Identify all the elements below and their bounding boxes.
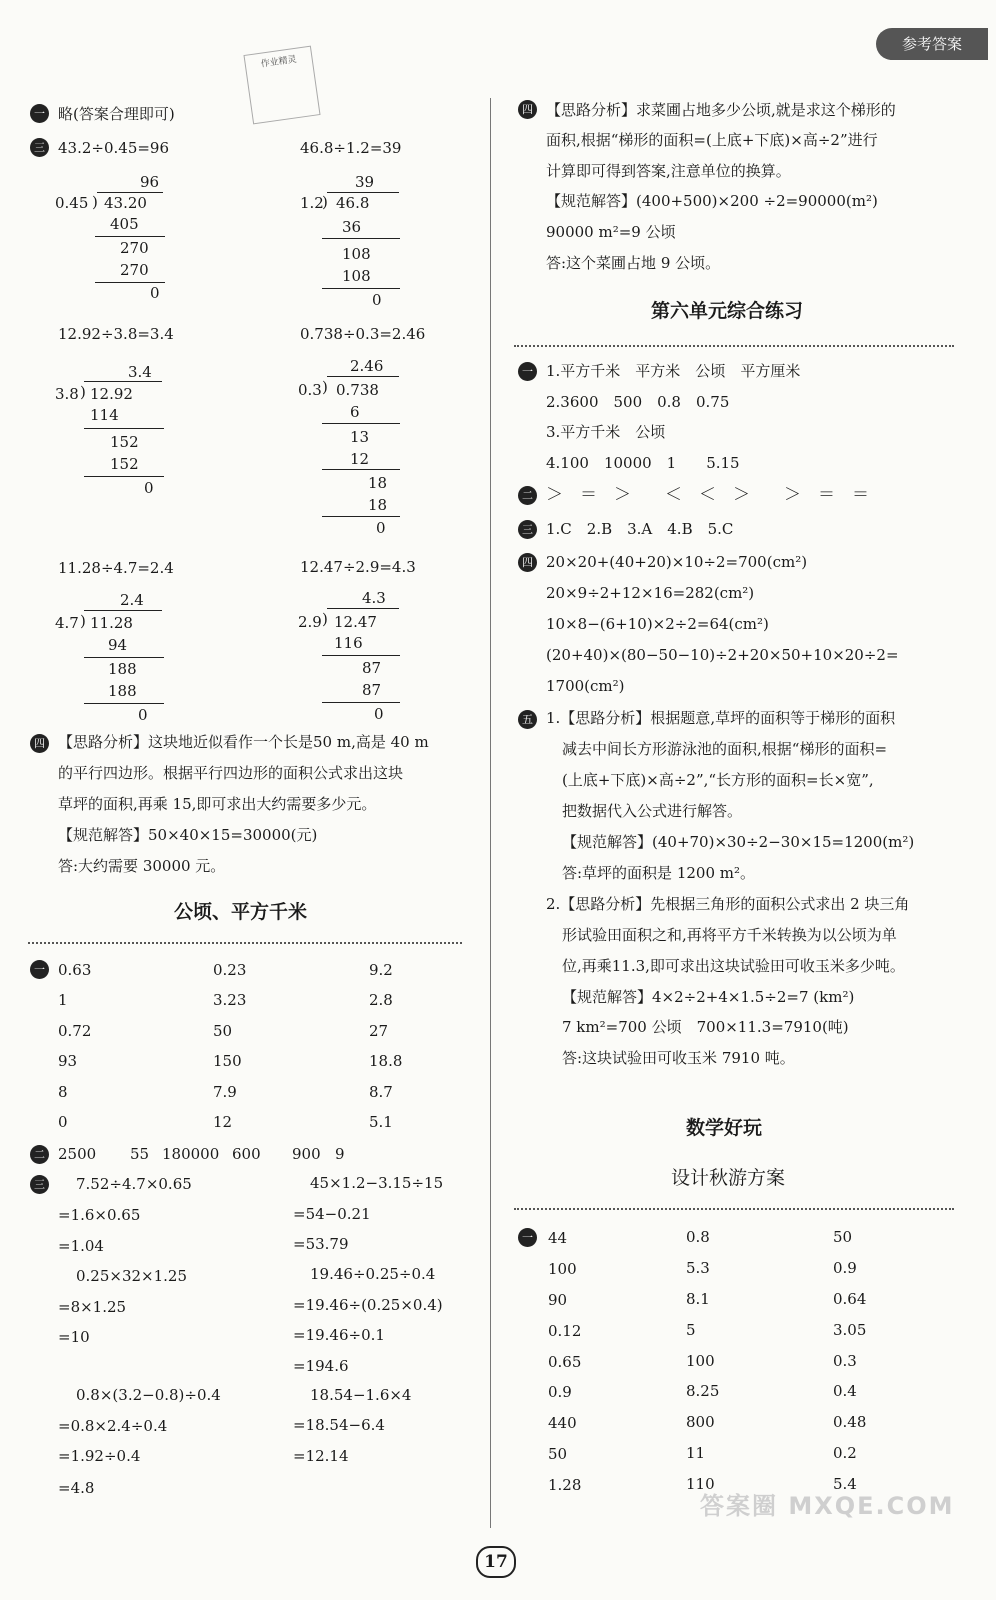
step: 18 <box>368 474 388 492</box>
cell: 0.3 <box>833 1352 857 1370</box>
cell: 90 <box>548 1291 568 1309</box>
dividend: 46.8 <box>336 194 370 212</box>
step: 188 <box>108 682 137 700</box>
step: 270 <box>120 261 149 279</box>
line <box>322 655 400 656</box>
calc-line: =18.54−6.4 <box>293 1416 385 1434</box>
cell: 180000 <box>162 1145 220 1163</box>
text: (上底+下底)×高÷2”,“长方形的面积=长×宽”, <box>562 771 874 789</box>
text: 草坪的面积,再乘 15,即可求出大约需要多少元。 <box>58 795 377 813</box>
cell: 150 <box>213 1052 242 1070</box>
marker-3: 三 <box>30 1175 49 1194</box>
line <box>84 428 164 429</box>
line <box>322 423 400 424</box>
marker-4: 四 <box>30 734 49 753</box>
stamp: 作业精灵 <box>243 46 320 125</box>
text: 【规范解答】50×40×15=30000(元) <box>58 826 318 844</box>
text: 【规范解答】(40+70)×30÷2−30×15=1200(m²) <box>562 833 915 851</box>
calc-line: =53.79 <box>293 1235 349 1253</box>
text: 把数据代入公式进行解答。 <box>562 802 743 820</box>
equation: 12.47÷2.9=4.3 <box>300 558 416 576</box>
cell: 0.9 <box>833 1259 857 1277</box>
text: 20×9÷2+12×16=282(cm²) <box>546 584 755 602</box>
dividend: 0.738 <box>336 381 379 399</box>
text: 面积,根据“梯形的面积=(上底+下底)×高÷2”进行 <box>546 131 878 149</box>
step: 116 <box>334 634 363 652</box>
text: 1.C 2.B 3.A 4.B 5.C <box>546 520 734 538</box>
text: 计算即可得到答案,注意单位的换算。 <box>546 162 791 180</box>
bracket: ) <box>92 193 98 211</box>
step: 87 <box>362 659 382 677</box>
answer-tag: 参考答案 <box>876 28 988 60</box>
cell: 900 <box>292 1145 321 1163</box>
cell: 9.2 <box>369 961 393 979</box>
cell: 18.8 <box>369 1052 403 1070</box>
cell: 5.3 <box>686 1259 710 1277</box>
cell: 0.65 <box>548 1353 582 1371</box>
dividend: 43.20 <box>104 194 147 212</box>
calc-line: 19.46÷0.25÷0.4 <box>310 1265 436 1283</box>
marker-1: 一 <box>518 362 537 381</box>
cell: 5.1 <box>369 1113 393 1131</box>
bar <box>327 608 399 609</box>
text: 减去中间长方形游泳池的面积,根据“梯形的面积= <box>562 740 888 758</box>
calc-line: 45×1.2−3.15÷15 <box>310 1174 444 1192</box>
divisor: 0.45 <box>55 194 89 212</box>
cell: 1 <box>58 991 68 1009</box>
text: 答:草坪的面积是 1200 m²。 <box>562 864 756 882</box>
cell: 50 <box>548 1445 568 1463</box>
bracket: ) <box>322 378 328 396</box>
cell: 0.72 <box>58 1022 92 1040</box>
text: 2.3600 500 0.8 0.75 <box>546 393 730 411</box>
dotted-rule <box>514 1208 954 1210</box>
divisor: 4.7 <box>55 614 79 632</box>
cell: 8.25 <box>686 1382 720 1400</box>
calc-line: =19.46÷0.1 <box>293 1326 385 1344</box>
bar <box>84 610 162 611</box>
text: ＞ ＝ ＞ ＜ ＜ ＞ ＞ ＝ ＝ <box>546 485 869 505</box>
line <box>322 288 400 289</box>
marker-3: 三 <box>518 520 537 539</box>
text: 4.100 10000 1 5.15 <box>546 454 740 472</box>
marker-1: 一 <box>30 960 49 979</box>
step: 36 <box>342 218 362 236</box>
cell: 8 <box>58 1083 68 1101</box>
marker-2: 三 <box>30 138 49 157</box>
marker-5: 五 <box>518 710 537 729</box>
calc-line: =10 <box>58 1328 90 1346</box>
quotient: 4.3 <box>362 589 386 607</box>
step: 13 <box>350 428 370 446</box>
cell: 600 <box>232 1145 261 1163</box>
cell: 93 <box>58 1052 78 1070</box>
equation: 0.738÷0.3=2.46 <box>300 325 426 343</box>
cell: 8.1 <box>686 1290 710 1308</box>
text: 答:这块试验田可收玉米 7910 吨。 <box>562 1049 795 1067</box>
divisor: 1.2 <box>300 194 324 212</box>
cell: 8.7 <box>369 1083 393 1101</box>
calc-line: =0.8×2.4÷0.4 <box>58 1417 168 1435</box>
step: 108 <box>342 267 371 285</box>
calc-line: 0.25×32×1.25 <box>76 1267 188 1285</box>
text: 答:大约需要 30000 元。 <box>58 857 226 875</box>
cell: 9 <box>335 1145 345 1163</box>
step: 94 <box>108 636 128 654</box>
step: 0 <box>372 291 382 309</box>
text: 【规范解答】4×2÷2+4×1.5÷2=7 (km²) <box>562 988 855 1006</box>
step: 405 <box>110 215 139 233</box>
marker-4: 四 <box>518 553 537 572</box>
bracket: ) <box>322 193 328 211</box>
cell: 0.12 <box>548 1322 582 1340</box>
calc-line: =54−0.21 <box>293 1205 371 1223</box>
cell: 0.4 <box>833 1382 857 1400</box>
calc-line: =1.6×0.65 <box>58 1206 141 1224</box>
calc-line: =8×1.25 <box>58 1298 127 1316</box>
divisor: 2.9 <box>298 613 322 631</box>
section-heading: 公顷、平方千米 <box>174 901 308 923</box>
text: 的平行四边形。根据平行四边形的面积公式求出这块 <box>58 764 404 782</box>
text: 1.平方千米 平方米 公顷 平方厘米 <box>546 362 801 380</box>
calc-line: =1.04 <box>58 1237 104 1255</box>
text: 10×8−(6+10)×2÷2=64(cm²) <box>546 615 769 633</box>
bracket: ) <box>80 383 86 401</box>
calc-line: 18.54−1.6×4 <box>310 1386 412 1404</box>
dividend: 12.92 <box>90 385 133 403</box>
calc-line: 7.52÷4.7×0.65 <box>76 1175 192 1193</box>
cell: 0 <box>58 1113 68 1131</box>
cell: 3.05 <box>833 1321 867 1339</box>
section-heading: 第六单元综合练习 <box>651 300 804 322</box>
cell: 2500 <box>58 1145 97 1163</box>
quotient: 2.4 <box>120 591 144 609</box>
text: 【规范解答】(400+500)×200 ÷2=90000(m²) <box>546 192 878 210</box>
cell: 2.8 <box>369 991 393 1009</box>
cell: 0.48 <box>833 1413 867 1431</box>
line <box>84 703 164 704</box>
step: 18 <box>368 496 388 514</box>
calc-line: =1.92÷0.4 <box>58 1447 141 1465</box>
cell: 5.4 <box>833 1475 857 1493</box>
cell: 0.23 <box>213 961 247 979</box>
step: 188 <box>108 660 137 678</box>
text: 1700(cm²) <box>546 677 625 695</box>
marker-4: 四 <box>518 100 537 119</box>
step: 152 <box>110 455 139 473</box>
cell: 11 <box>686 1444 706 1462</box>
column-divider <box>490 98 491 1528</box>
quotient: 2.46 <box>350 357 384 375</box>
dividend: 12.47 <box>334 613 377 631</box>
cell: 27 <box>369 1022 389 1040</box>
step: 12 <box>350 450 370 468</box>
marker-2: 二 <box>518 486 537 505</box>
cell: 50 <box>213 1022 233 1040</box>
marker-2: 二 <box>30 1145 49 1164</box>
step: 108 <box>342 245 371 263</box>
text: 3.平方千米 公顷 <box>546 423 666 441</box>
cell: 44 <box>548 1229 568 1247</box>
cell: 0.63 <box>58 961 92 979</box>
cell: 100 <box>548 1260 577 1278</box>
dotted-rule <box>28 942 462 944</box>
step: 0 <box>374 705 384 723</box>
cell: 1.28 <box>548 1476 582 1494</box>
cell: 5 <box>686 1321 696 1339</box>
marker-1: 一 <box>518 1228 537 1247</box>
step: 0 <box>144 479 154 497</box>
step: 152 <box>110 433 139 451</box>
line <box>84 657 164 658</box>
text: 7 km²=700 公顷 700×11.3=7910(吨) <box>562 1018 849 1036</box>
calc-line: 0.8×(3.2−0.8)÷0.4 <box>76 1386 221 1404</box>
bar <box>84 381 162 382</box>
cell: 0.8 <box>686 1228 710 1246</box>
step: 0 <box>138 706 148 724</box>
marker-1: 一 <box>30 104 49 123</box>
divisor: 3.8 <box>55 385 79 403</box>
step: 114 <box>90 406 119 424</box>
text: 略(答案合理即可) <box>58 105 175 123</box>
cell: 100 <box>686 1352 715 1370</box>
text: 形试验田面积之和,再将平方千米转换为以公顷为单 <box>562 926 897 944</box>
text: 90000 m²=9 公顷 <box>546 223 676 241</box>
equation: 46.8÷1.2=39 <box>300 139 402 157</box>
calc-line: =19.46÷(0.25×0.4) <box>293 1296 443 1314</box>
text: (20+40)×(80−50−10)÷2+20×50+10×20÷2= <box>546 646 899 664</box>
calc-line: =4.8 <box>58 1479 95 1497</box>
step: 87 <box>362 681 382 699</box>
line <box>322 469 400 470</box>
step: 270 <box>120 239 149 257</box>
line <box>322 702 400 703</box>
cell: 0.9 <box>548 1383 572 1401</box>
calc-line: =194.6 <box>293 1357 349 1375</box>
cell: 50 <box>833 1228 853 1246</box>
bracket: ) <box>80 612 86 630</box>
step: 0 <box>376 519 386 537</box>
cell: 55 <box>130 1145 150 1163</box>
dividend: 11.28 <box>90 614 133 632</box>
cell: 7.9 <box>213 1083 237 1101</box>
text: 位,再乘11.3,即可求出这块试验田可收玉米多少吨。 <box>562 957 905 975</box>
text: 【思路分析】求菜圃占地多少公顷,就是求这个梯形的 <box>546 101 896 119</box>
dotted-rule <box>514 345 954 347</box>
line <box>95 236 165 237</box>
cell: 110 <box>686 1475 715 1493</box>
quotient: 3.4 <box>128 363 152 381</box>
cell: 0.2 <box>833 1444 857 1462</box>
equation: 43.2÷0.45=96 <box>58 139 170 157</box>
line <box>322 516 400 517</box>
text: 2.【思路分析】先根据三角形的面积公式求出 2 块三角 <box>546 895 910 913</box>
line <box>322 238 400 239</box>
equation: 11.28÷4.7=2.4 <box>58 559 174 577</box>
cell: 3.23 <box>213 991 247 1009</box>
divisor: 0.3 <box>298 381 322 399</box>
text: 1.【思路分析】根据题意,草坪的面积等于梯形的面积 <box>546 709 896 727</box>
calc-line: =12.14 <box>293 1447 349 1465</box>
section-heading: 数学好玩 <box>686 1117 763 1139</box>
equation: 12.92÷3.8=3.4 <box>58 325 174 343</box>
section-subheading: 设计秋游方案 <box>671 1167 786 1189</box>
step: 0 <box>150 284 160 302</box>
cell: 440 <box>548 1414 577 1432</box>
cell: 800 <box>686 1413 715 1431</box>
text: 答:这个菜圃占地 9 公顷。 <box>546 254 721 272</box>
bracket: ) <box>322 610 328 628</box>
line <box>84 476 164 477</box>
page-number: 17 <box>476 1546 516 1578</box>
cell: 12 <box>213 1113 233 1131</box>
watermark: 答案圈 MXQE.COM <box>700 1492 955 1520</box>
cell: 0.64 <box>833 1290 867 1308</box>
bar <box>327 376 399 377</box>
quotient: 96 <box>140 173 160 191</box>
quotient: 39 <box>355 173 375 191</box>
text: 20×20+(40+20)×10÷2=700(cm²) <box>546 553 808 571</box>
step: 6 <box>350 403 360 421</box>
text: 【思路分析】这块地近似看作一个长是50 m,高是 40 m <box>58 733 429 751</box>
